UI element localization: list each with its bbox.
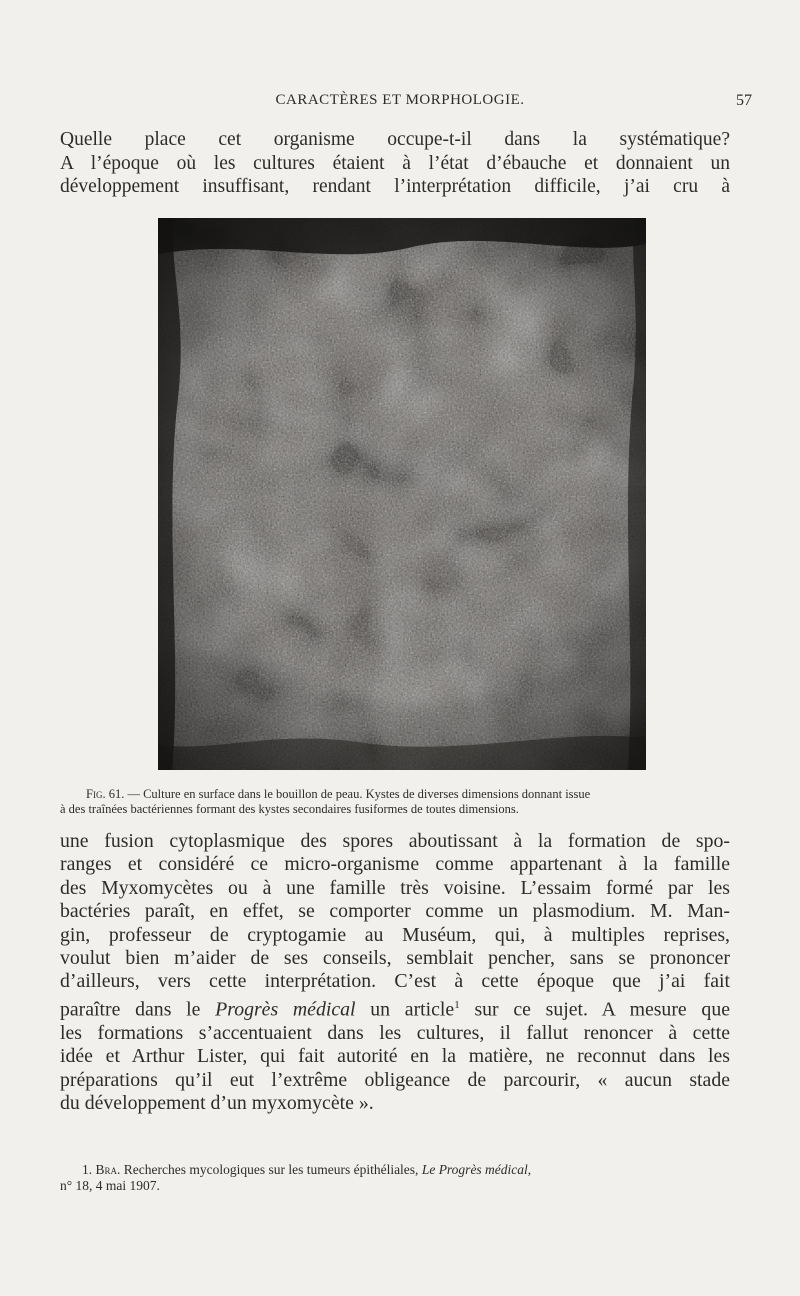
footnote-text: Recherches mycologiques sur les tumeurs épithéliales,	[120, 1162, 422, 1177]
footnote-line: n° 18, 4 mai 1907.	[60, 1178, 160, 1193]
footnote	[60, 1162, 740, 1194]
text-line: des Myxomycètes ou à une famille très voisine. L’essaim formé par les	[60, 876, 730, 899]
text-line	[60, 994, 730, 1022]
text-line: Quelle place cet organisme occupe-t-il dans la systématique?	[60, 129, 730, 150]
text-line: les formations s’accentuaient dans les cultures, il fallut renoncer à cette	[60, 1021, 730, 1044]
figure-label: Fig. 61.	[86, 787, 125, 801]
journal-title: Progrès médical	[215, 998, 356, 1021]
text-line: voulut bien m’aider de ses conseils, semblait pencher, sans se prononcer	[60, 947, 730, 970]
text-line: ranges et considéré ce micro-organisme comme appartenant à la famille	[60, 853, 730, 876]
figure-caption	[60, 787, 740, 817]
paragraph-top	[60, 128, 730, 199]
text-line: du développement d’un myxomycète ».	[60, 1092, 374, 1115]
paragraph-bottom	[60, 830, 730, 1115]
footnote-journal: Le Progrès médical	[421, 1162, 528, 1177]
caption-line: à des traînées bactériennes formant des kystes secondaires fusiformes de toutes dimensions.	[60, 802, 519, 816]
text-line: idée et Arthur Lister, qui fait autorité en la matière, ne reconnut dans les	[60, 1045, 730, 1068]
text-line: préparations qu’il eut l’extrême obligeance de parcourir, « aucun stade	[60, 1068, 730, 1091]
caption-text: — Culture en surface dans le bouillon de peau. Kystes de diverses dimensions donnant issue	[127, 787, 591, 801]
text-fragment: un article	[355, 998, 455, 1021]
text-fragment: sur ce sujet. A mesure que	[459, 998, 730, 1021]
text-line: A l’époque où les cultures étaient à l’état d’ébauche et donnaient un	[60, 152, 730, 174]
micrograph-figure	[158, 218, 646, 770]
text-line: développement insuffisant, rendant l’interprétation difficile, j’ai cru à	[60, 176, 730, 197]
text-fragment: paraître dans le	[60, 998, 216, 1021]
text-line: bactéries paraît, en effet, se comporter comme un plasmodium. M. Man-	[60, 900, 730, 923]
text-line: d’ailleurs, vers cette interprétation. C’est à cette époque que j’ai fait	[60, 970, 730, 993]
text-line: gin, professeur de cryptogamie au Muséum, qui, à multiples reprises,	[60, 923, 730, 946]
text-line: une fusion cytoplasmique des spores aboutissant à la formation de spo-	[60, 830, 730, 852]
footnote-line: 1. Bra. Recherches mycologiques sur les tumeurs épithéliales, Le Progrès médical,	[82, 1162, 532, 1177]
footnote-number: 1.	[82, 1162, 93, 1177]
page-number: 57	[736, 92, 752, 109]
caption-line	[60, 787, 740, 802]
running-header: CARACTÈRES ET MORPHOLOGIE.	[275, 92, 525, 108]
micrograph-image	[158, 218, 646, 770]
footnote-author: Bra.	[95, 1162, 121, 1177]
footnote-marker: 1	[454, 998, 460, 1011]
